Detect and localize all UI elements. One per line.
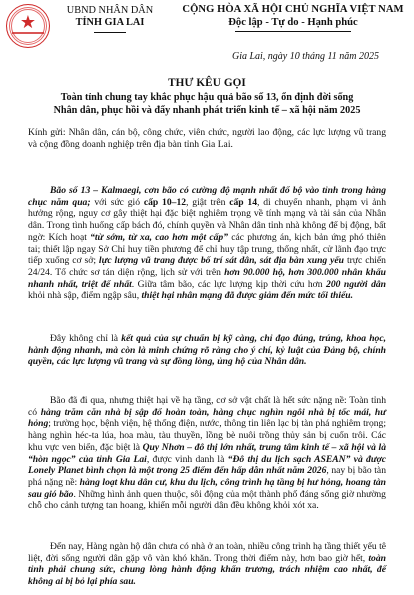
text-run: . Giữa tâm bão, các lực lượng kịp thời cứu hơn [131, 278, 327, 290]
document-subtitle [28, 91, 386, 117]
text-run: với sức gió [90, 196, 144, 208]
text-run: khỏi nhà sập, điểm ngập sâu, [28, 290, 142, 302]
paragraph-storm-response [28, 185, 386, 302]
text-run: hàng trăm căn nhà bị sập đổ hoàn toàn, hàng chục nghìn ngôi nhà bị tốc mái, hư hỏng [28, 406, 386, 430]
document-header [0, 0, 414, 64]
document-title: THƯ KÊU GỌI [168, 77, 246, 89]
text-run: Bão đã đi qua, nhưng thiệt hại về hạ tầng, cơ sở vật chất là hết sức nặng nề: Toàn tỉnh có [28, 395, 386, 418]
red-official-seal-icon [6, 4, 50, 48]
seal-band [12, 32, 44, 34]
motto: Độc lập - Tự do - Hạnh phúc [228, 17, 358, 28]
motto-underline [235, 31, 351, 32]
text-run: Đến nay, Hàng ngàn hộ dân chưa có nhà ở an toàn, nhiều công trình hạ tầng thiết yếu tê liệt, đời sống người dân gặp vô vàn khó khăn. Trong thời điểm này, hơn bao giờ hết, [28, 541, 387, 564]
paragraph-damage [28, 395, 386, 512]
authority-line-2: TỈNH GIA LAI [75, 17, 145, 28]
text-run: Quy Nhơn – đô thị lớn nhất, trung tâm kinh tế – xã hội và là “hòn ngọc” của tỉnh Gia Lai [28, 441, 386, 465]
paragraph-result [28, 333, 386, 368]
text-run: 200 người dân [326, 278, 387, 290]
text-run: Bão số 13 – Kalmaegi, cơn bão có cường độ mạnh nhất đổ bộ vào tỉnh trong hàng chục năm qua; [28, 185, 386, 208]
text-run: , giật trên [186, 196, 230, 208]
paragraph-call-to-action [28, 541, 386, 588]
national-motto [180, 4, 406, 32]
salutation: Kính gửi: Nhân dân, cán bộ, công chức, viên chức, người lao động, các lực lượng vũ trang và cộng đồng doanh nghiệp trên địa bàn tỉnh Gia Lai. [28, 127, 386, 150]
issuing-authority [50, 5, 170, 33]
text-run: lực lượng vũ trang được bố trí sát dân, sát địa bàn xung yếu [98, 255, 345, 267]
text-run: trực chiến 24/24. Tổ chức sơ tán diện rộng, lịch sử với trên [28, 255, 386, 278]
text-run: các phương án, kịch bản ứng phó thiên tai; thiết lập ngay Sở Chỉ huy tiền phương để chỉ huy tập trung, thống nhất, cử lãnh đạo trực tiếp xuống cơ sở; [28, 231, 386, 267]
seal-star-icon: ★ [19, 12, 37, 32]
text-run: ; trường học, bệnh viện, hệ thống điện, nước, thông tin liên lạc bị tàn phá nghiêm trọng; hàng nghìn héc-ta lúa, hoa màu, tàu thuyền, lồng bè nuôi trồng thủy sản bị cuốn trôi. Các khu vực ven biển, đặc biệt là [28, 418, 386, 453]
text-run: hơn 90.000 hộ, hơn 300.000 nhân khẩu nhanh nhất, triệt để nhất [28, 266, 386, 290]
subtitle-line-2: Nhân dân, phục hồi và đẩy nhanh phát triển kinh tế – xã hội năm 2025 [53, 105, 361, 116]
text-run: cấp 14 [229, 196, 258, 208]
authority-line-1: UBND NHÂN DÂN [66, 5, 154, 16]
authority-underline [94, 32, 126, 33]
text-run: , di chuyển nhanh, phạm vi ảnh hưởng rộng, nguy cơ gây thiệt hại đặc biệt nghiêm trọng về tính mạng và tài sản của Nhân dân. Trong tình huống cấp bách đó, chính quyền và Nhân dân tỉnh nhà không để bị động, bất ngờ: Kích hoạt [28, 196, 386, 243]
text-run: . Những hình ảnh quen thuộc, sôi động của một thành phố đáng sống giờ nhường chỗ cho cảnh tượng tan hoang, khiến mỗi người dân đều không khỏi xót xa. [28, 488, 386, 512]
text-run: “từ sớm, từ xa, cao hơn một cấp” [90, 231, 229, 243]
text-run: , được vinh danh là [146, 453, 228, 465]
text-run: Đây không chỉ là [50, 333, 122, 344]
text-run: thiệt hại nhân mạng đã được giảm đến mức tối thiểu. [141, 290, 353, 302]
text-run: kết quả của sự chuẩn bị kỹ càng, chỉ đạo đúng, trúng, khoa học, hành động nhanh, mà còn là minh chứng rõ ràng cho ý chí, kỷ luật của Đảng bộ, chính quyền, các lực lượng vũ trang và sự đồng lòng, ủng hộ của Nhân dân. [28, 333, 386, 368]
text-run: , nay bị bão tàn phá nặng nề: [28, 465, 386, 488]
text-run: hàng loạt khu dân cư, khu du lịch, công trình hạ tầng bị hư hỏng, hoang tàn sau gió bão [28, 476, 386, 500]
text-run: toàn tỉnh phải chung sức, chung lòng hành động khẩn trương, trách nhiệm cao nhất, để không ai bị bỏ lại phía sau. [28, 552, 386, 588]
subtitle-line-1: Toàn tỉnh chung tay khắc phục hậu quả bão số 13, ổn định đời sống [60, 92, 354, 103]
text-run: “Đô thị du lịch sạch ASEAN” và được Lonely Planet bình chọn là một trong 25 điểm đến hấp dẫn nhất năm 2026 [28, 453, 386, 477]
place-and-date: Gia Lai, ngày 10 tháng 11 năm 2025 [231, 51, 380, 62]
text-run: cấp 10–12 [143, 196, 187, 208]
country-name: CỘNG HÒA XÃ HỘI CHỦ NGHĨA VIỆT NAM [182, 4, 404, 15]
